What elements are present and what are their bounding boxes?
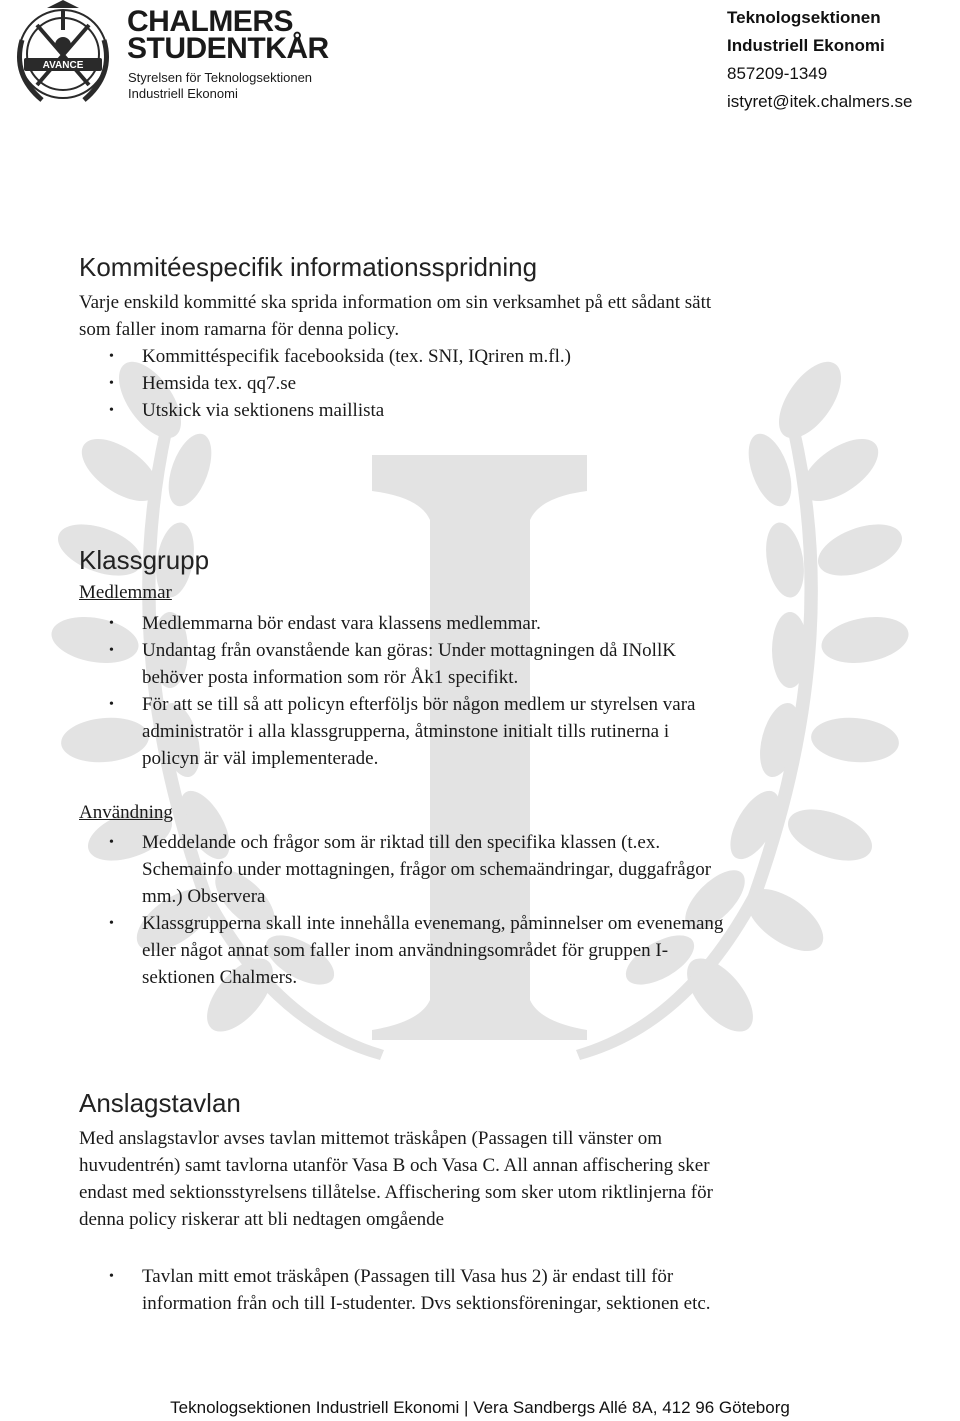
list-item-text: Utskick via sektionens maillista [142, 400, 385, 421]
org-title-line2: STUDENTKÅR [127, 32, 329, 65]
bullet-icon: • [109, 835, 114, 850]
anslagstavlan-paragraph [79, 1125, 879, 1233]
list-item [79, 343, 879, 370]
bullet-icon: • [109, 697, 114, 712]
list-item-text: eller något annat som faller inom användningsområdet för gruppen I- [142, 940, 669, 961]
bullet-icon: • [109, 916, 114, 931]
contact-orgnr: 857209-1349 [727, 64, 828, 83]
list-item [79, 1263, 879, 1317]
paragraph-line: endast med sektionsstyrelsens tillåtelse. Affischering som sker utom riktlinjerna för [79, 1182, 713, 1203]
kommitte-intro-line2: som faller inom ramarna för denna policy. [79, 319, 400, 340]
list-item-text: Medlemmarna bör endast vara klassens medlemmar. [142, 613, 541, 634]
subheading-anvandning: Användning [79, 802, 173, 823]
anvandning-bullets [79, 829, 879, 991]
page-footer: Teknologsektionen Industriell Ekonomi | Vera Sandbergs Allé 8A, 412 96 Göteborg [170, 1398, 790, 1417]
paragraph-line: Med anslagstavlor avses tavlan mittemot träskåpen (Passagen till vänster om [79, 1128, 663, 1149]
list-item [79, 610, 879, 637]
list-item-text: Tavlan mitt emot träskåpen (Passagen till Vasa hus 2) är endast till för [142, 1266, 674, 1287]
bullet-icon: • [109, 1269, 114, 1284]
list-item-text: Klassgrupperna skall inte innehålla evenemang, påminnelser om evenemang [142, 913, 724, 934]
heading-kommitte: Kommitéespecifik informationsspridning [79, 252, 538, 282]
org-subtitle [128, 70, 312, 102]
bullet-icon: • [109, 403, 114, 418]
list-item-text: administratör i alla klassgrupperna, åtminstone initialt tills rutinerna i [142, 721, 670, 742]
list-item [79, 691, 879, 772]
list-item-text: För att se till så att policyn efterföljs bör någon medlem ur styrelsen vara [142, 694, 696, 715]
kommitte-intro-line1: Varje enskild kommitté ska sprida information om sin verksamhet på ett sådant sätt [79, 292, 712, 313]
emblem-lettering: AVANCE [42, 60, 84, 71]
list-item [79, 637, 879, 691]
anslagstavlan-bullets [79, 1263, 879, 1317]
list-item-text: information från och till I-studenter. Dvs sektionsföreningar, sektionen etc. [142, 1293, 711, 1314]
contact-name-line1: Teknologsektionen [727, 8, 881, 27]
bullet-icon: • [109, 349, 114, 364]
org-title-line1: CHALMERS [127, 5, 293, 38]
paragraph-line: denna policy riskerar att bli nedtagen omgående [79, 1209, 445, 1230]
paragraph-line: huvudentrén) samt tavlorna utanför Vasa B och Vasa C. All annan affischering sker [79, 1155, 710, 1176]
list-item-text: Undantag från ovanstående kan göras: Under mottagningen då INollK [142, 640, 676, 661]
bullet-icon: • [109, 376, 114, 391]
subheading-medlemmar: Medlemmar [79, 582, 172, 603]
list-item [79, 397, 879, 424]
list-item-text: policyn är väl implementerade. [142, 748, 379, 769]
list-item-text: Schemainfo under mottagningen, frågor om schemaändringar, duggafrågor [142, 859, 712, 880]
list-item-text: sektionen Chalmers. [142, 967, 298, 988]
contact-name-line2: Industriell Ekonomi [727, 36, 885, 55]
list-item-text: Meddelande och frågor som är riktad till den specifika klassen (t.ex. [142, 832, 661, 853]
chalmers-emblem-icon [2, 0, 124, 112]
list-item [79, 829, 879, 910]
list-item-text: Hemsida tex. qq7.se [142, 373, 297, 394]
list-item [79, 370, 879, 397]
bullet-icon: • [109, 616, 114, 631]
list-item [79, 910, 879, 991]
medlemmar-bullets [79, 610, 879, 772]
org-subtitle-line1: Styrelsen för Teknologsektionen [128, 70, 313, 85]
bullet-icon: • [109, 643, 114, 658]
kommitte-bullets [79, 343, 879, 424]
org-title [127, 5, 329, 65]
kommitte-intro [79, 289, 879, 343]
contact-email[interactable]: istyret@itek.chalmers.se [727, 92, 913, 111]
list-item-text: behöver posta information som rör Åk1 specifikt. [142, 667, 519, 688]
list-item-text: mm.) Observera [142, 886, 266, 907]
heading-anslagstavlan: Anslagstavlan [79, 1088, 241, 1118]
heading-klassgrupp: Klassgrupp [79, 545, 210, 575]
org-subtitle-line2: Industriell Ekonomi [128, 86, 238, 101]
contact-block [727, 4, 912, 116]
list-item-text: Kommittéspecifik facebooksida (tex. SNI, IQriren m.fl.) [142, 346, 571, 367]
